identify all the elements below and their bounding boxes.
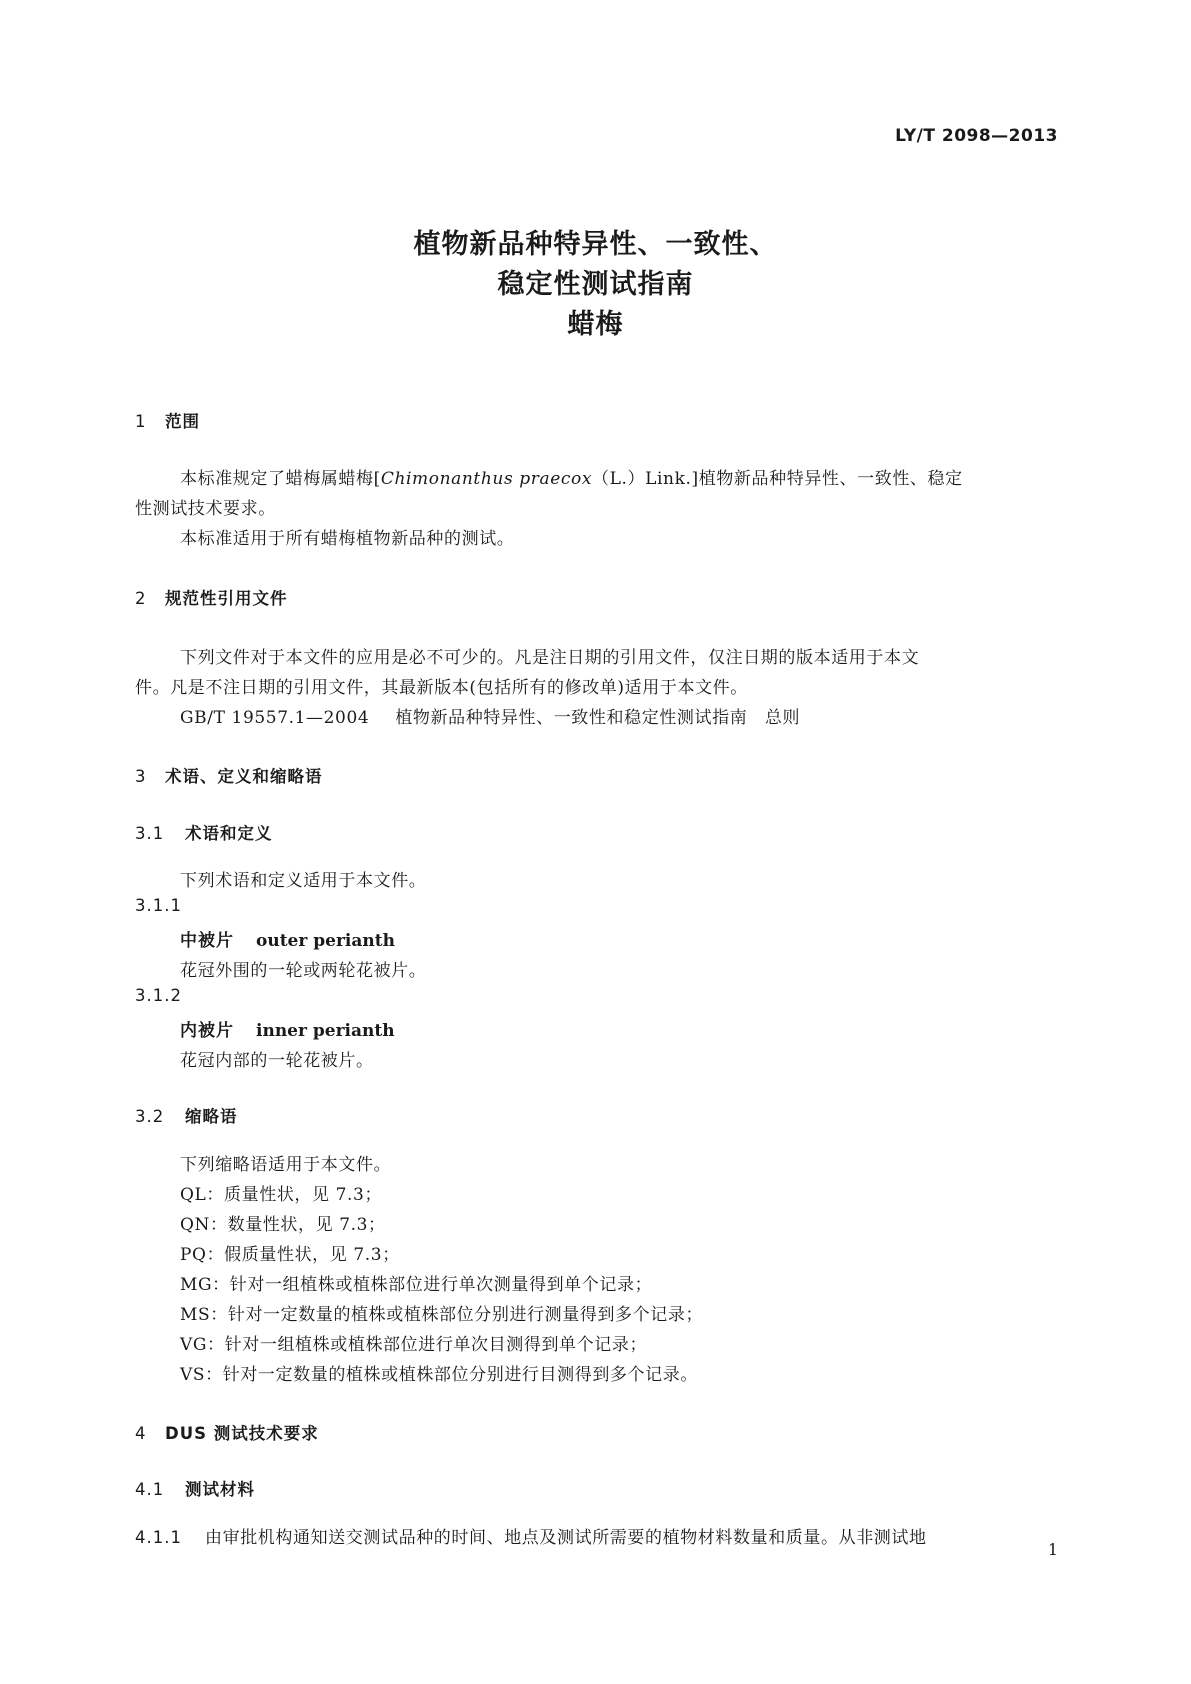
section-2-paragraph-1-cont: 件。凡是不注日期的引用文件，其最新版本(包括所有的修改单)适用于本文件。 xyxy=(135,678,748,698)
section-number: 4.1.1 xyxy=(135,1528,182,1547)
section-3-2-intro: 下列缩略语适用于本文件。 xyxy=(180,1155,392,1175)
section-3-1-intro: 下列术语和定义适用于本文件。 xyxy=(180,871,427,891)
section-title: 术语、定义和缩略语 xyxy=(165,767,323,786)
section-2-paragraph-1: 下列文件对于本文件的应用是必不可少的。凡是注日期的引用文件，仅注日期的版本适用于本文 xyxy=(180,648,920,668)
section-title: 缩略语 xyxy=(185,1107,238,1126)
section-4-1-heading xyxy=(135,1476,255,1500)
section-title: 测试材料 xyxy=(185,1480,255,1499)
section-number: 4 xyxy=(135,1424,147,1443)
section-title: 规范性引用文件 xyxy=(165,589,288,608)
section-number: 2 xyxy=(135,589,147,608)
section-1-paragraph-1 xyxy=(180,464,963,489)
term-chinese: 中被片 xyxy=(180,931,234,951)
document-number: LY/T 2098—2013 xyxy=(895,126,1058,146)
section-number: 4.1 xyxy=(135,1480,165,1499)
section-number: 1 xyxy=(135,412,147,431)
section-number: 3.1 xyxy=(135,824,165,843)
section-title: 术语和定义 xyxy=(185,824,273,843)
abbreviation-item: MS：针对一定数量的植株或植株部位分别进行测量得到多个记录； xyxy=(180,1305,704,1325)
term-2 xyxy=(180,1016,395,1041)
section-1-paragraph-2: 本标准适用于所有蜡梅植物新品种的测试。 xyxy=(180,529,515,549)
section-4-1-1 xyxy=(135,1523,927,1548)
section-3-heading xyxy=(135,763,323,787)
page-number: 1 xyxy=(1047,1540,1058,1559)
species-name: Chimonanthus praecox xyxy=(380,469,593,489)
normative-reference xyxy=(180,703,800,728)
section-number: 3 xyxy=(135,767,147,786)
term-2-definition: 花冠内部的一轮花被片。 xyxy=(180,1051,374,1071)
document-title xyxy=(0,225,1191,345)
reference-code: GB/T 19557.1—2004 xyxy=(180,708,370,728)
section-1-heading xyxy=(135,408,200,432)
section-title: DUS 测试技术要求 xyxy=(165,1424,319,1443)
reference-title: 植物新品种特异性、一致性和稳定性测试指南 总则 xyxy=(395,708,801,728)
title-line-3: 蜡梅 xyxy=(567,309,624,340)
section-title: 范围 xyxy=(165,412,200,431)
abbreviation-item: MG：针对一组植株或植株部位进行单次测量得到单个记录； xyxy=(180,1275,653,1295)
title-line-2: 稳定性测试指南 xyxy=(497,269,694,300)
term-1-definition: 花冠外围的一轮或两轮花被片。 xyxy=(180,961,427,981)
term-1-number: 3.1.1 xyxy=(135,896,182,915)
title-line-1: 植物新品种特异性、一致性、 xyxy=(413,229,778,260)
section-4-heading xyxy=(135,1420,319,1444)
section-text: 由审批机构通知送交测试品种的时间、地点及测试所需要的植物材料数量和质量。从非测试地 xyxy=(205,1528,927,1548)
section-2-heading xyxy=(135,585,288,609)
section-1-paragraph-1-cont: 性测试技术要求。 xyxy=(135,499,276,519)
section-3-2-heading xyxy=(135,1103,238,1127)
abbreviation-item: PQ：假质量性状，见 7.3； xyxy=(180,1245,400,1265)
abbreviation-item: VS：针对一定数量的植株或植株部位分别进行目测得到多个记录。 xyxy=(180,1365,698,1385)
term-english: inner perianth xyxy=(256,1021,395,1041)
abbreviation-item: VG：针对一组植株或植株部位进行单次目测得到单个记录； xyxy=(180,1335,648,1355)
section-3-1-heading xyxy=(135,820,273,844)
term-english: outer perianth xyxy=(256,931,395,951)
term-chinese: 内被片 xyxy=(180,1021,234,1041)
term-2-number: 3.1.2 xyxy=(135,986,182,1005)
abbreviation-item: QN：数量性状，见 7.3； xyxy=(180,1215,386,1235)
term-1 xyxy=(180,926,395,951)
text-run: （L.）Link.]植物新品种特异性、一致性、稳定 xyxy=(592,469,963,489)
text-run: 本标准规定了蜡梅属蜡梅[ xyxy=(180,469,381,489)
section-number: 3.2 xyxy=(135,1107,165,1126)
abbreviation-item: QL：质量性状，见 7.3； xyxy=(180,1185,383,1205)
